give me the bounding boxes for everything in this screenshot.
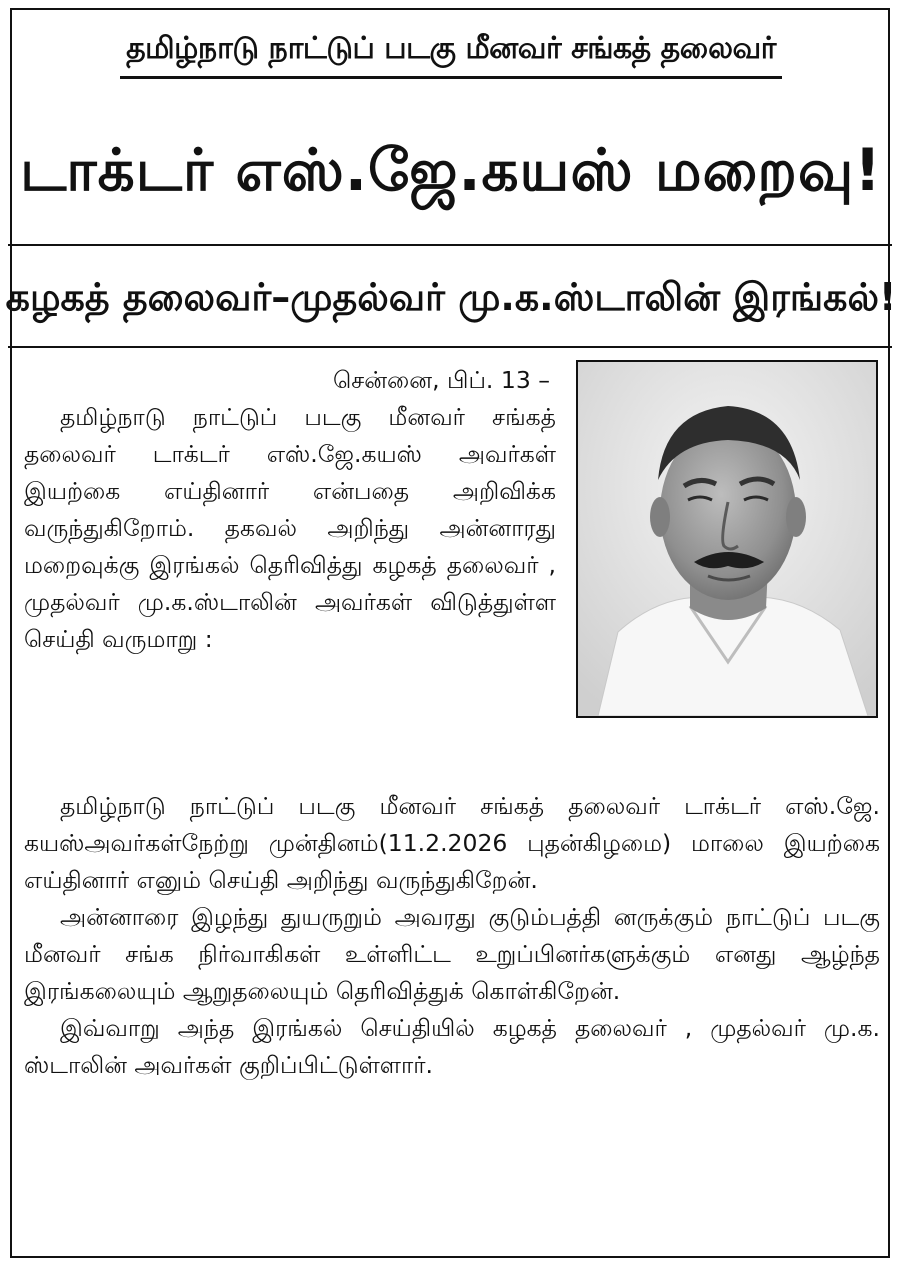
- intro-paragraph: தமிழ்நாடு நாட்டுப் படகு மீனவர் சங்கத் தலைவர் டாக்டர் எஸ்.ஜே.கயஸ் அவர்கள் இயற்கை எய்தினார் என்பதை அறிவிக்க வருந்துகிறோம். தகவல் அறிந்து அன்னாரது மறைவுக்கு இரங்கல் தெரிவித்து கழகத் தலைவர் , முதல்வர் மு.க.ஸ்டாலின் அவர்கள் விடுத்துள்ள செய்தி வருமாறு :: [24, 403, 556, 653]
- paragraph: தமிழ்நாடு நாட்டுப் படகு மீனவர் சங்கத் தலைவர் டாக்டர் எஸ்.ஜே. கயஸ்அவர்கள்நேற்று முன்தினம்(11.2.2026 புதன்கிழமை) மாலை இயற்கை எய்தினார் எனும் செய்தி அறிந்து வருந்துகிறேன்.: [24, 792, 880, 894]
- headline: டாக்டர் எஸ்.ஜே.கயஸ் மறைவு!: [20, 136, 882, 204]
- kicker-text: தமிழ்நாடு நாட்டுப் படகு மீனவர் சங்கத் தலைவர்: [120, 26, 782, 79]
- paragraph: இவ்வாறு அந்த இரங்கல் செய்தியில் கழகத் தலைவர் , முதல்வர் மு.க. ஸ்டாலின் அவர்கள் குறிப்பிட்டுள்ளார்.: [24, 1014, 880, 1079]
- article-column-text: [24, 362, 556, 658]
- kicker: [0, 26, 902, 79]
- article-body-text: [24, 788, 880, 1084]
- dateline: சென்னை, பிப். 13 –: [332, 366, 550, 394]
- portrait-photo: [576, 360, 878, 718]
- divider-rule: [8, 244, 892, 246]
- subhead: கழகத் தலைவர்–முதல்வர் மு.க.ஸ்டாலின் இரங்கல்!: [5, 275, 897, 319]
- divider-rule: [8, 346, 892, 348]
- paragraph: அன்னாரை இழந்து துயருறும் அவரது குடும்பத்தி னருக்கும் நாட்டுப் படகு மீனவர் சங்க நிர்வாகிகள் உள்ளிட்ட உறுப்பினர்களுக்கும் எனது ஆழ்ந்த இரங்கலையும் ஆறுதலையும் தெரிவித்துக் கொள்கிறேன்.: [24, 903, 880, 1005]
